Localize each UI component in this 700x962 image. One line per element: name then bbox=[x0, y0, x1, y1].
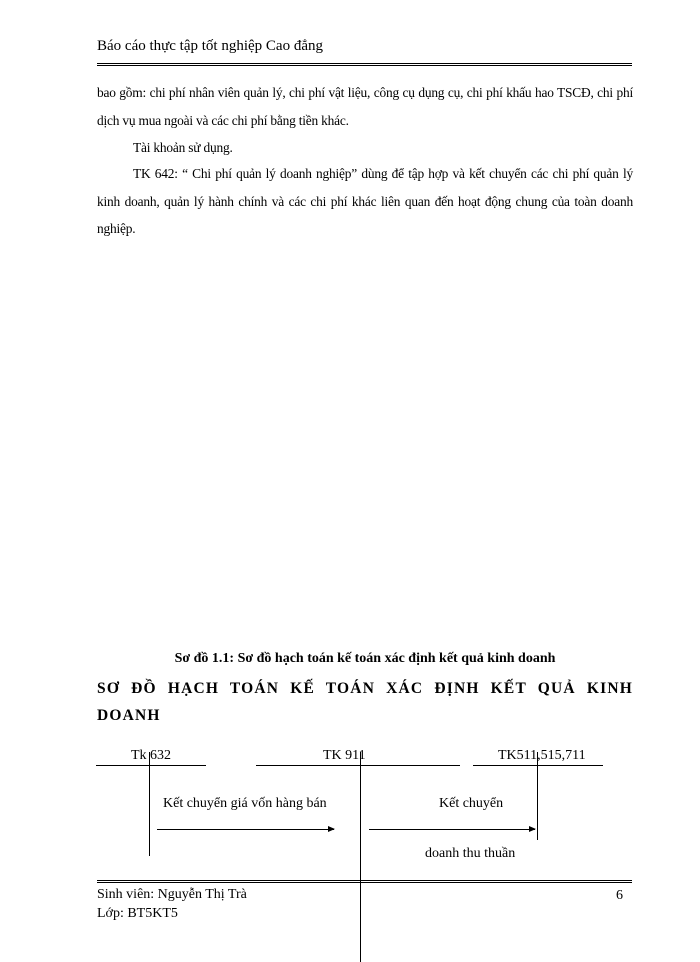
footer-class: Lớp: BT5KT5 bbox=[97, 906, 178, 921]
flow-arrow-revenue-transfer bbox=[369, 829, 535, 830]
flow-label-cogs-transfer: Kết chuyển giá vốn hàng bán bbox=[163, 796, 327, 811]
flow-label-revenue-transfer: Kết chuyển bbox=[439, 796, 504, 811]
page-number: 6 bbox=[616, 888, 623, 903]
footer-rule bbox=[97, 880, 632, 883]
paragraph-expense-items: bao gồm: chi phí nhân viên quản lý, chi phí vật liệu, công cụ dụng cụ, chi phí khấu hao TSCĐ, chi phí dịch vụ mua ngoài và các chi phí bằng tiền khác. bbox=[97, 85, 633, 128]
header-rule bbox=[97, 63, 632, 66]
account-label-tk632: Tk 632 bbox=[131, 748, 172, 763]
flow-arrow-cogs-transfer bbox=[157, 829, 334, 830]
account-stem-tk632 bbox=[149, 752, 150, 856]
account-label-tk511: TK511,515,711 bbox=[498, 748, 586, 763]
header-title: Báo cáo thực tập tốt nghiệp Cao đẳng bbox=[97, 38, 323, 54]
paragraph-tk642: TK 642: “ Chi phí quản lý doanh nghiệp” dùng để tập hợp và kết chuyển các chi phí quản lý kinh doanh, quản lý hành chính và các chi phí khác liên quan đến hoạt động chung của toàn doanh nghiệp. bbox=[97, 166, 633, 236]
account-line-tk632 bbox=[96, 765, 206, 766]
account-line-tk511 bbox=[473, 765, 603, 766]
account-line-tk911 bbox=[256, 765, 460, 766]
footer-student: Sinh viên: Nguyễn Thị Trà bbox=[97, 887, 247, 902]
paragraph-accounts-used: Tài khoản sử dụng. bbox=[133, 140, 233, 155]
flow-label-revenue-transfer-2: doanh thu thuần bbox=[425, 846, 516, 861]
account-stem-tk911 bbox=[360, 752, 361, 962]
diagram-title: SƠ ĐỒ HẠCH TOÁN KẾ TOÁN XÁC ĐỊNH KẾT QUẢ KINH DOANH bbox=[97, 680, 633, 724]
diagram-caption: Sơ đồ 1.1: Sơ đồ hạch toán kế toán xác định kết quả kinh doanh bbox=[174, 651, 556, 666]
account-label-tk911: TK 911 bbox=[323, 748, 366, 763]
account-stem-tk511 bbox=[537, 752, 538, 840]
